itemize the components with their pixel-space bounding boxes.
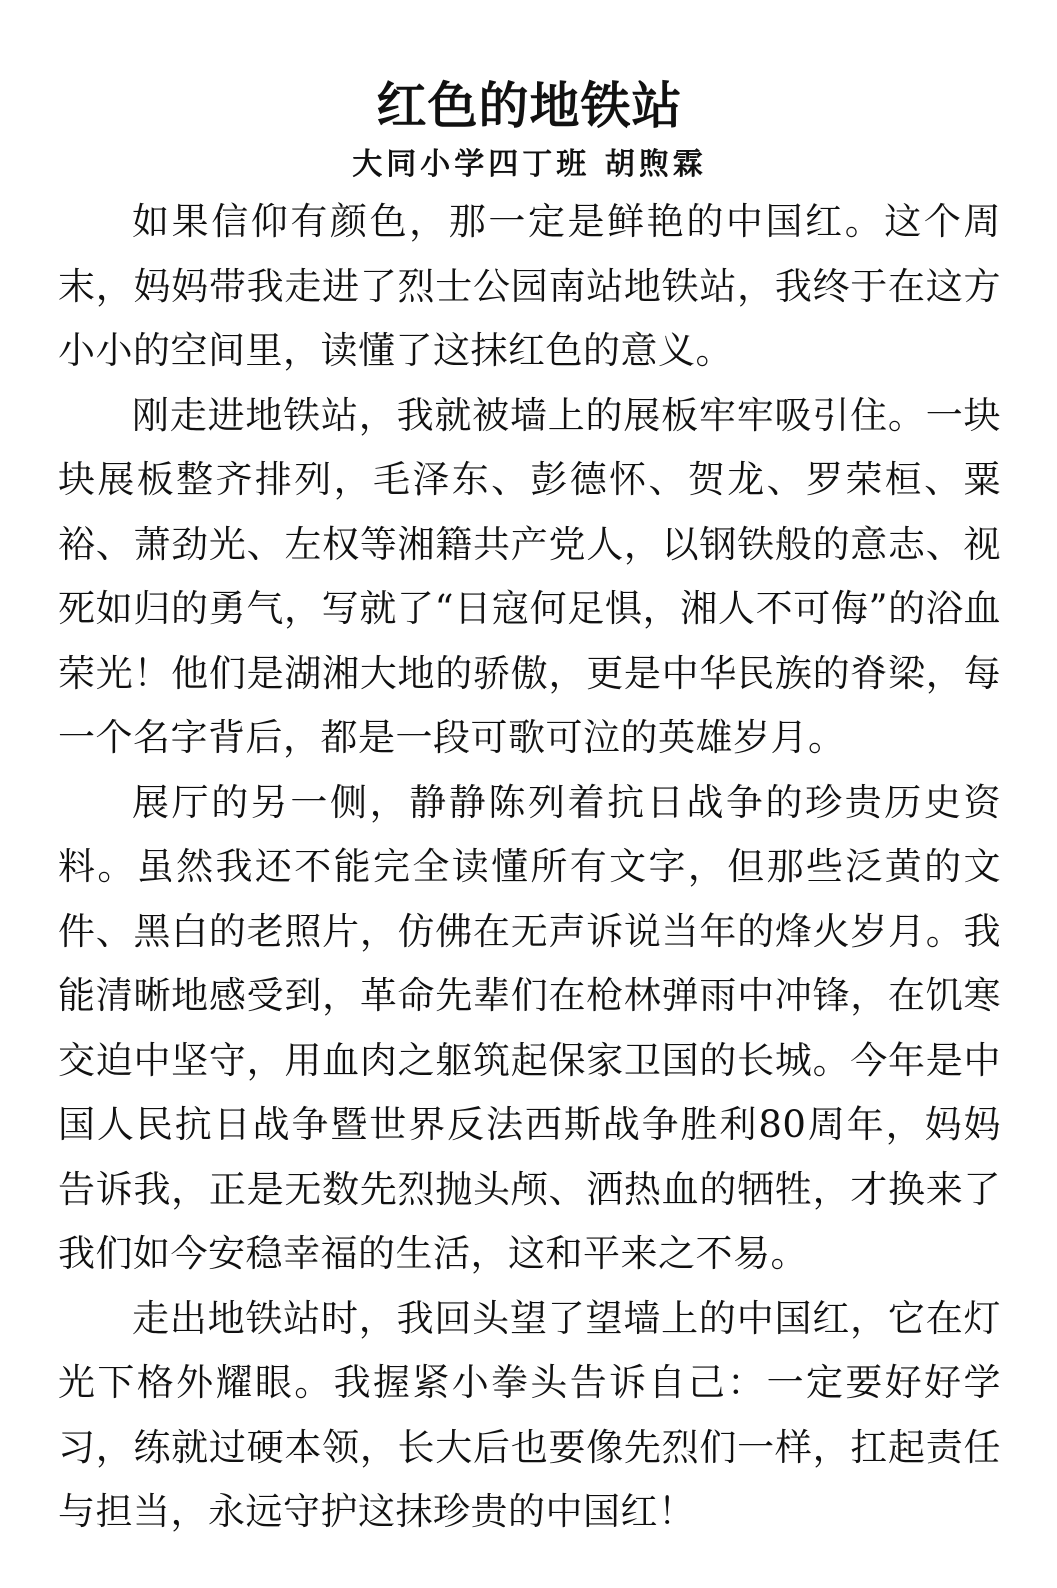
essay-title: 红色的地铁站 [376,76,683,135]
paragraph-2: 刚走进地铁站，我就被墙上的展板牢牢吸引住。一块块展板整齐排列，毛泽东、彭德怀、贺龙、罗荣桓、粟裕、萧劲光、左权等湘籍共产党人，以钢铁般的意志、视死如归的勇气，写就了“日寇何足惧，湘人不可侮”的浴血荣光！他们是湖湘大地的骄傲，更是中华民族的脊梁，每一个名字背后，都是一段可歌可泣的英雄岁月。 [58,393,1001,759]
paragraph-1: 如果信仰有颜色，那一定是鲜艳的中国红。这个周末，妈妈带我走进了烈士公园南站地铁站，我终于在这方小小的空间里，读懂了这抹红色的意义。 [58,200,1001,372]
paragraph-4: 走出地铁站时，我回头望了望墙上的中国红，它在灯光下格外耀眼。我握紧小拳头告诉自己：一定要好好学习，练就过硬本领，长大后也要像先烈们一样，扛起责任与担当，永远守护这抹珍贵的中国红！ [58,1296,1001,1533]
paragraph-3: 展厅的另一侧，静静陈列着抗日战争的珍贵历史资料。虽然我还不能完全读懂所有文字，但那些泛黄的文件、黑白的老照片，仿佛在无声诉说当年的烽火岁月。我能清晰地感受到，革命先辈们在枪林弹雨中冲锋，在饥寒交迫中坚守，用血肉之躯筑起保家卫国的长城。今年是中国人民抗日战争暨世界反法西斯战争胜利80周年，妈妈告诉我，正是无数先烈抛头颅、洒热血的牺牲，才换来了我们如今安稳幸福的生活，这和平来之不易。 [58,780,1001,1275]
author-byline: 大同小学四丁班 胡煦霖 [352,147,707,182]
essay-body [58,190,1001,1545]
